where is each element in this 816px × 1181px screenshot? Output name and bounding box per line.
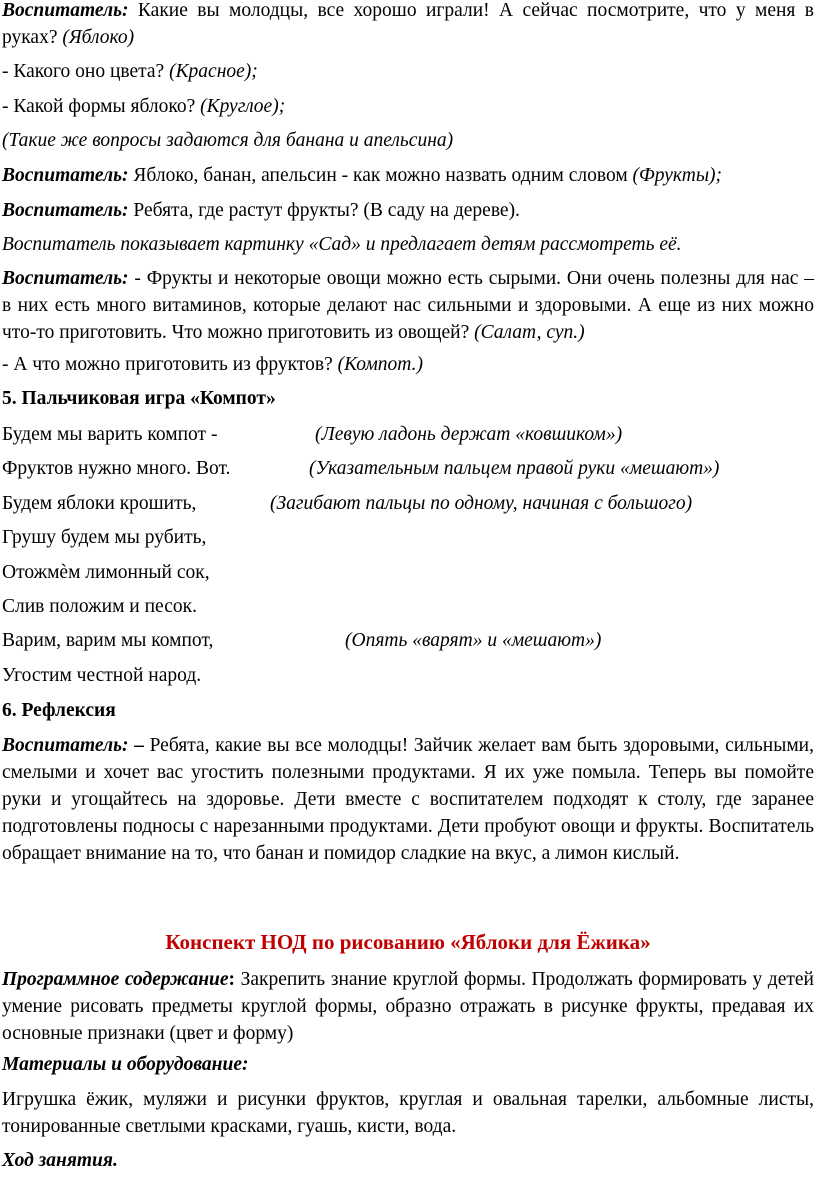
- poem-line: [2, 524, 814, 551]
- dialogue-text: - Фрукты и некоторые овощи можно есть сырыми. Они очень полезны для нас – в них есть много витаминов, которые делают нас сильными и здоровыми. А еще из них можно что-то приготовить. Что можно приготовить из овощей?: [2, 268, 814, 343]
- dialogue-text: Ребята, где растут фрукты? (В саду на дереве).: [128, 200, 520, 221]
- paragraph-question-3: [2, 93, 814, 120]
- course-heading: Ход занятия.: [2, 1150, 118, 1171]
- reflection-text: Ребята, какие вы все молодцы! Зайчик желает вам быть здоровыми, сильными, смелыми и хочет вас угостить полезными продуктами. Я их уже помыла. Теперь вы помойте руки и угощайтесь на здоровье. Дети вместе с воспитателем подходят к столу, где заранее подготовлены подносы с нарезанными продуктами. Дети пробуют овощи и фрукты. Воспитатель обращает внимание на то, что банан и помидор сладкие на вкус, а лимон кислый.: [2, 735, 814, 864]
- paragraph-reflection: [2, 732, 814, 867]
- poem-line: [2, 455, 814, 482]
- answer-text: (Круглое);: [200, 96, 286, 117]
- paragraph-question-2: [2, 58, 814, 85]
- answer-text: (Красное);: [169, 61, 258, 82]
- dialogue-text: - А что можно приготовить из фруктов?: [2, 354, 338, 375]
- speaker-label: Воспитатель:: [2, 0, 129, 21]
- poem-text: Варим, варим мы компот,: [2, 630, 214, 651]
- poem-line: [2, 421, 814, 448]
- note-questions: (Такие же вопросы задаются для банана и апельсина): [2, 130, 454, 151]
- answer-text: (Компот.): [337, 354, 423, 375]
- speaker-label: Воспитатель:: [2, 268, 129, 289]
- paragraph-question-5: [2, 197, 814, 224]
- note-garden-picture: Воспитатель показывает картинку «Сад» и предлагает детям рассмотреть её.: [2, 234, 682, 255]
- paragraph-question-1: [2, 0, 814, 51]
- poem-note: (Загибают пальцы по одному, начиная с большого): [270, 493, 693, 514]
- paragraph-program: [2, 966, 814, 1047]
- poem-line: [2, 662, 814, 689]
- section-heading-game: 5. Пальчиковая игра «Компот»: [2, 388, 276, 409]
- dialogue-text: Яблоко, банан, апельсин - как можно назвать одним словом: [128, 165, 633, 186]
- paragraph-materials: Игрушка ёжик, муляжи и рисунки фруктов, круглая и овальная тарелки, альбомные листы, тонированные светлыми красками, гуашь, кисти, вода.: [2, 1089, 814, 1137]
- poem-text: Слив положим и песок.: [2, 596, 197, 617]
- poem-line: [2, 593, 814, 620]
- poem-text: Отожмѐм лимонный сок,: [2, 562, 210, 583]
- paragraph-question-6: [2, 265, 814, 346]
- dialogue-text: - Какой формы яблоко?: [2, 96, 201, 117]
- paragraph-question-4: [2, 162, 814, 189]
- poem-line: [2, 490, 814, 517]
- speaker-label: Воспитатель:: [2, 165, 129, 186]
- materials-heading: Материалы и оборудование:: [2, 1054, 249, 1075]
- poem-line: [2, 559, 814, 586]
- poem-note: (Левую ладонь держат «ковшиком»): [315, 424, 623, 445]
- answer-text: (Яблоко): [57, 27, 135, 48]
- poem-note: (Указательным пальцем правой руки «мешают»): [309, 458, 720, 479]
- speaker-label: Воспитатель:: [2, 735, 129, 756]
- poem-text: Будем мы варить компот -: [2, 424, 218, 445]
- poem-text: Грушу будем мы рубить,: [2, 527, 207, 548]
- poem-text: Будем яблоки крошить,: [2, 493, 197, 514]
- lesson-title: Конспект НОД по рисованию «Яблоки для Ёжика»: [165, 930, 651, 954]
- dash-text: –: [128, 735, 150, 756]
- program-text: Закрепить знание круглой формы. Продолжать формировать у детей умение рисовать предметы круглой формы, образно отражать в рисунке фрукты, предавая их основные признаки (цвет и форму): [2, 969, 814, 1044]
- speaker-label: Воспитатель:: [2, 200, 129, 221]
- program-label: Программное содержание: [2, 969, 229, 990]
- poem-text: Угостим честной народ.: [2, 665, 202, 686]
- poem-line: [2, 627, 814, 654]
- dialogue-text: Какие вы молодцы, все хорошо играли! А сейчас посмотрите, что у меня в руках?: [2, 0, 814, 48]
- section-heading-reflection: 6. Рефлексия: [2, 700, 116, 721]
- paragraph-question-7: [2, 351, 814, 378]
- poem-text: Фруктов нужно много. Вот.: [2, 458, 231, 479]
- answer-text: (Салат, суп.): [474, 322, 585, 343]
- poem-note: (Опять «варят» и «мешают»): [345, 630, 602, 651]
- answer-text: (Фрукты);: [632, 165, 723, 186]
- dialogue-text: - Какого оно цвета?: [2, 61, 170, 82]
- program-colon: :: [228, 969, 236, 990]
